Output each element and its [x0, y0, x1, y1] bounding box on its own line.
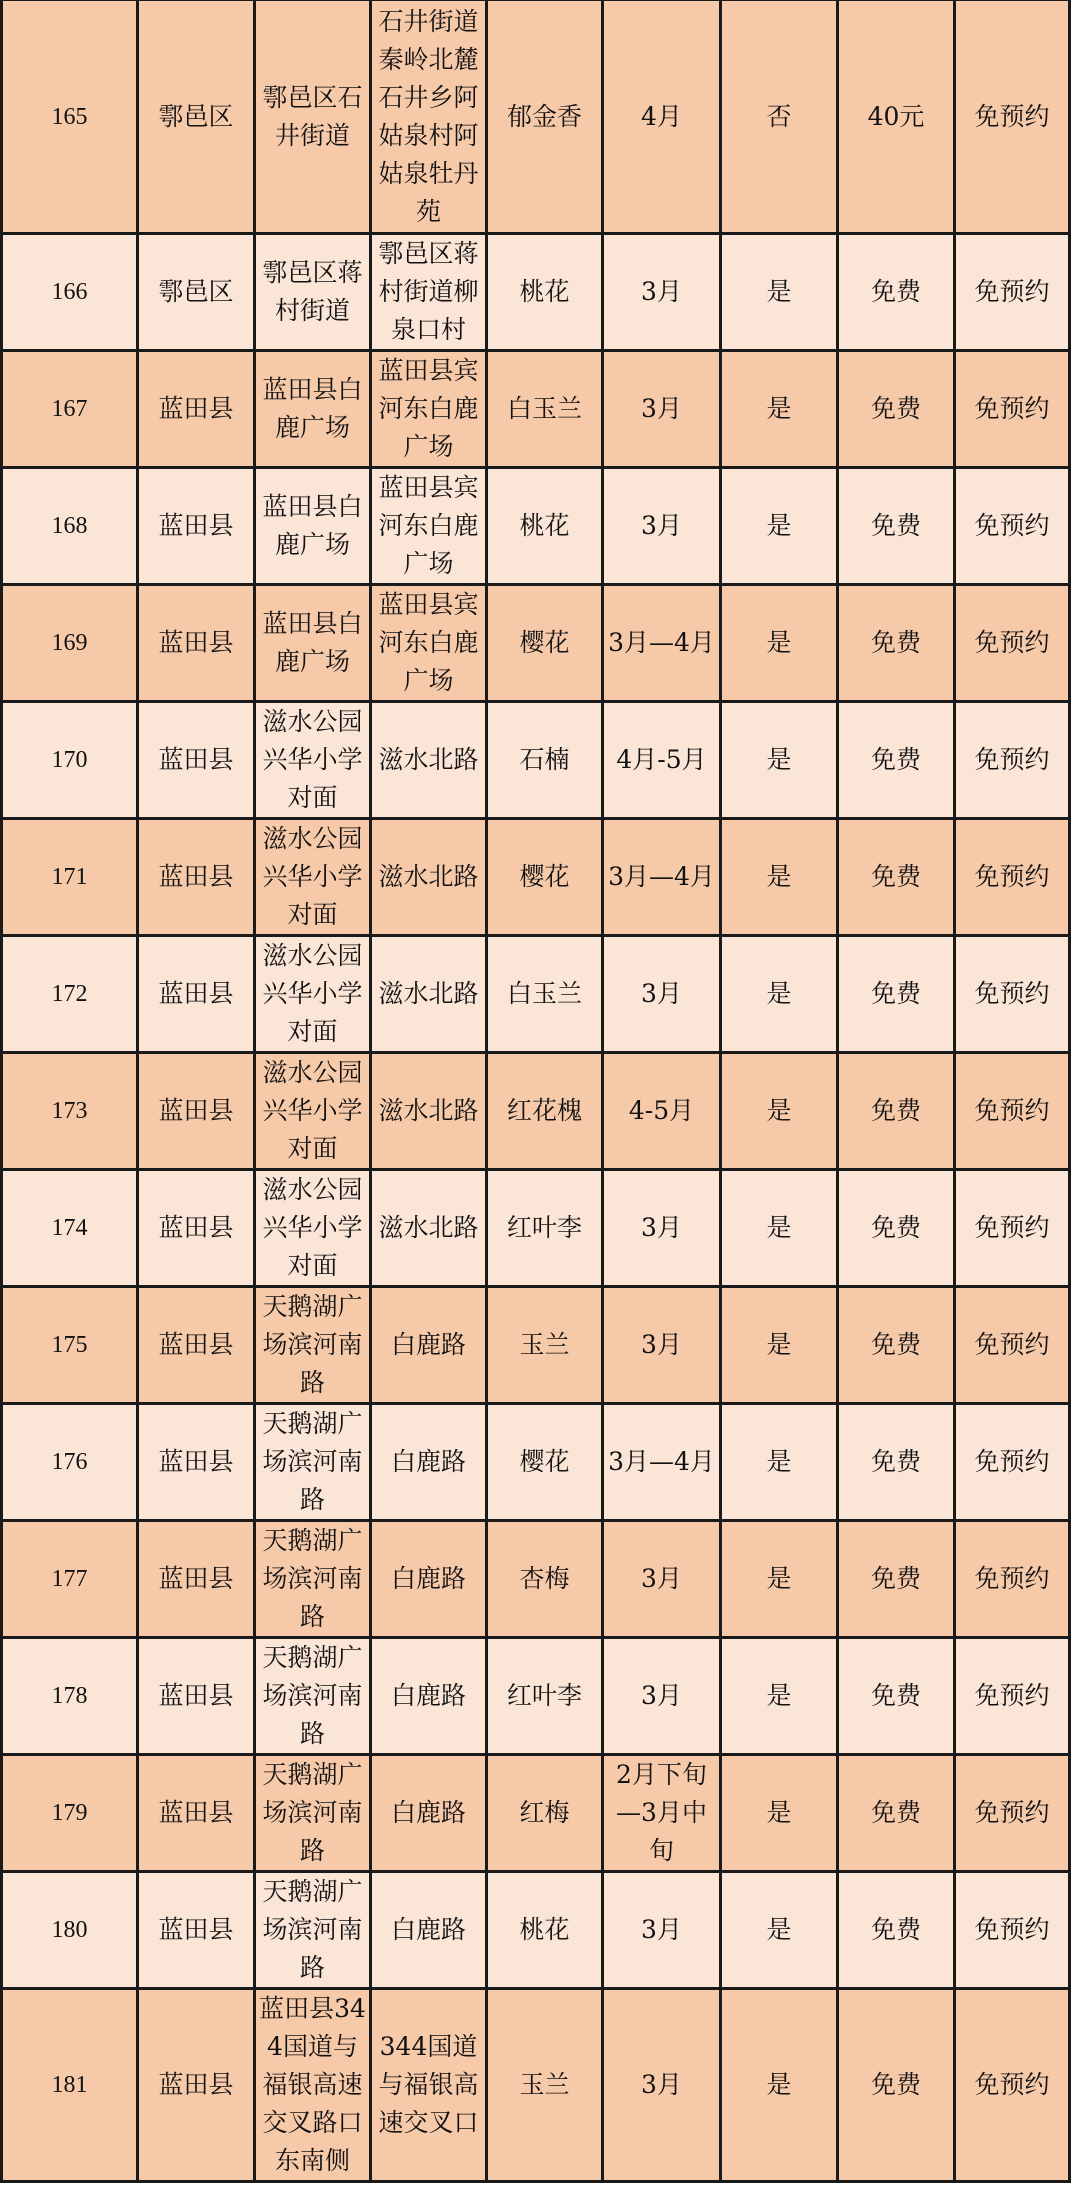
table-row: [2, 0, 1070, 234]
table-row: [2, 1053, 1070, 1170]
free-cell: 是: [721, 1989, 838, 2182]
reservation-cell: 免预约: [955, 585, 1070, 702]
free-cell: 是: [721, 702, 838, 819]
location-cell: 天鹅湖广场滨河南路: [255, 1521, 371, 1638]
bloom-period-cell: 3月—4月: [603, 819, 721, 936]
fee-cell: 免费: [838, 1755, 955, 1872]
bloom-period-cell: 3月: [603, 234, 721, 351]
district-cell: 蓝田县: [138, 936, 255, 1053]
row-number-cell: 166: [2, 234, 138, 351]
bloom-period-cell: 2月下旬—3月中旬: [603, 1755, 721, 1872]
location-cell: 天鹅湖广场滨河南路: [255, 1638, 371, 1755]
flower-cell: 樱花: [487, 819, 603, 936]
bloom-period-cell: 3月: [603, 351, 721, 468]
free-cell: 是: [721, 1170, 838, 1287]
row-number-cell: 172: [2, 936, 138, 1053]
address-cell: 白鹿路: [371, 1521, 487, 1638]
fee-cell: 免费: [838, 1170, 955, 1287]
district-cell: 蓝田县: [138, 585, 255, 702]
bloom-period-cell: 4-5月: [603, 1053, 721, 1170]
location-cell: 蓝田县344国道与福银高速交叉路口东南侧: [255, 1989, 371, 2182]
address-cell: 鄠邑区蒋村街道柳泉口村: [371, 234, 487, 351]
bloom-period-cell: 3月: [603, 1989, 721, 2182]
location-cell: 滋水公园兴华小学对面: [255, 819, 371, 936]
fee-cell: 免费: [838, 1053, 955, 1170]
free-cell: 是: [721, 819, 838, 936]
free-cell: 是: [721, 234, 838, 351]
flower-cell: 红叶李: [487, 1170, 603, 1287]
district-cell: 蓝田县: [138, 468, 255, 585]
table-row: [2, 1872, 1070, 1989]
table-row: [2, 1638, 1070, 1755]
location-cell: 蓝田县白鹿广场: [255, 351, 371, 468]
address-cell: 白鹿路: [371, 1404, 487, 1521]
address-cell: 滋水北路: [371, 702, 487, 819]
fee-cell: 40元: [838, 0, 955, 234]
table-row: [2, 1170, 1070, 1287]
fee-cell: 免费: [838, 468, 955, 585]
district-cell: 蓝田县: [138, 702, 255, 819]
fee-cell: 免费: [838, 1872, 955, 1989]
table-row: [2, 585, 1070, 702]
location-cell: 天鹅湖广场滨河南路: [255, 1287, 371, 1404]
bloom-period-cell: 3月: [603, 1170, 721, 1287]
district-cell: 鄠邑区: [138, 234, 255, 351]
reservation-cell: 免预约: [955, 1287, 1070, 1404]
row-number-cell: 176: [2, 1404, 138, 1521]
flower-cell: 杏梅: [487, 1521, 603, 1638]
address-cell: 白鹿路: [371, 1287, 487, 1404]
flower-cell: 红花槐: [487, 1053, 603, 1170]
address-cell: 白鹿路: [371, 1638, 487, 1755]
fee-cell: 免费: [838, 1404, 955, 1521]
table-row: [2, 468, 1070, 585]
row-number-cell: 168: [2, 468, 138, 585]
row-number-cell: 170: [2, 702, 138, 819]
reservation-cell: 免预约: [955, 1521, 1070, 1638]
address-cell: 滋水北路: [371, 1053, 487, 1170]
district-cell: 鄠邑区: [138, 0, 255, 234]
bloom-period-cell: 3月—4月: [603, 1404, 721, 1521]
location-cell: 蓝田县白鹿广场: [255, 585, 371, 702]
reservation-cell: 免预约: [955, 1404, 1070, 1521]
row-number-cell: 173: [2, 1053, 138, 1170]
reservation-cell: 免预约: [955, 0, 1070, 234]
address-cell: 石井街道秦岭北麓石井乡阿姑泉村阿姑泉牡丹苑: [371, 0, 487, 234]
free-cell: 是: [721, 1521, 838, 1638]
free-cell: 是: [721, 1287, 838, 1404]
reservation-cell: 免预约: [955, 1755, 1070, 1872]
reservation-cell: 免预约: [955, 468, 1070, 585]
table-row: [2, 1287, 1070, 1404]
bloom-period-cell: 3月: [603, 1521, 721, 1638]
reservation-cell: 免预约: [955, 234, 1070, 351]
free-cell: 否: [721, 0, 838, 234]
location-cell: 天鹅湖广场滨河南路: [255, 1404, 371, 1521]
row-number-cell: 181: [2, 1989, 138, 2182]
location-cell: 天鹅湖广场滨河南路: [255, 1872, 371, 1989]
table-row: [2, 1755, 1070, 1872]
fee-cell: 免费: [838, 585, 955, 702]
free-cell: 是: [721, 585, 838, 702]
reservation-cell: 免预约: [955, 702, 1070, 819]
bloom-period-cell: 3月—4月: [603, 585, 721, 702]
table-body: [2, 0, 1070, 2182]
free-cell: 是: [721, 936, 838, 1053]
bloom-period-cell: 3月: [603, 1872, 721, 1989]
address-cell: 白鹿路: [371, 1872, 487, 1989]
reservation-cell: 免预约: [955, 1989, 1070, 2182]
address-cell: 344国道与福银高速交叉口: [371, 1989, 487, 2182]
free-cell: 是: [721, 1404, 838, 1521]
reservation-cell: 免预约: [955, 1053, 1070, 1170]
row-number-cell: 179: [2, 1755, 138, 1872]
fee-cell: 免费: [838, 1521, 955, 1638]
free-cell: 是: [721, 1872, 838, 1989]
row-number-cell: 165: [2, 0, 138, 234]
row-number-cell: 178: [2, 1638, 138, 1755]
row-number-cell: 180: [2, 1872, 138, 1989]
flower-cell: 白玉兰: [487, 351, 603, 468]
bloom-period-cell: 3月: [603, 936, 721, 1053]
reservation-cell: 免预约: [955, 1638, 1070, 1755]
fee-cell: 免费: [838, 936, 955, 1053]
fee-cell: 免费: [838, 1638, 955, 1755]
address-cell: 白鹿路: [371, 1755, 487, 1872]
reservation-cell: 免预约: [955, 936, 1070, 1053]
bloom-period-cell: 3月: [603, 1638, 721, 1755]
district-cell: 蓝田县: [138, 351, 255, 468]
district-cell: 蓝田县: [138, 1287, 255, 1404]
bloom-period-cell: 3月: [603, 1287, 721, 1404]
location-cell: 滋水公园兴华小学对面: [255, 1053, 371, 1170]
row-number-cell: 174: [2, 1170, 138, 1287]
table-row: [2, 1521, 1070, 1638]
location-cell: 天鹅湖广场滨河南路: [255, 1755, 371, 1872]
flower-cell: 桃花: [487, 1872, 603, 1989]
address-cell: 滋水北路: [371, 936, 487, 1053]
fee-cell: 免费: [838, 702, 955, 819]
flower-cell: 红叶李: [487, 1638, 603, 1755]
district-cell: 蓝田县: [138, 1755, 255, 1872]
free-cell: 是: [721, 468, 838, 585]
flower-cell: 玉兰: [487, 1989, 603, 2182]
row-number-cell: 175: [2, 1287, 138, 1404]
free-cell: 是: [721, 1638, 838, 1755]
flower-cell: 玉兰: [487, 1287, 603, 1404]
district-cell: 蓝田县: [138, 819, 255, 936]
fee-cell: 免费: [838, 1287, 955, 1404]
flower-cell: 红梅: [487, 1755, 603, 1872]
flower-cell: 白玉兰: [487, 936, 603, 1053]
location-cell: 滋水公园兴华小学对面: [255, 1170, 371, 1287]
district-cell: 蓝田县: [138, 1404, 255, 1521]
table-row: [2, 1404, 1070, 1521]
fee-cell: 免费: [838, 1989, 955, 2182]
flower-cell: 樱花: [487, 1404, 603, 1521]
table-row: [2, 819, 1070, 936]
free-cell: 是: [721, 1755, 838, 1872]
bloom-period-cell: 3月: [603, 468, 721, 585]
table-row: [2, 1989, 1070, 2182]
address-cell: 蓝田县宾河东白鹿广场: [371, 585, 487, 702]
table-row: [2, 234, 1070, 351]
location-cell: 鄠邑区蒋村街道: [255, 234, 371, 351]
address-cell: 蓝田县宾河东白鹿广场: [371, 351, 487, 468]
flower-cell: 桃花: [487, 234, 603, 351]
row-number-cell: 177: [2, 1521, 138, 1638]
table-row: [2, 936, 1070, 1053]
district-cell: 蓝田县: [138, 1872, 255, 1989]
address-cell: 滋水北路: [371, 819, 487, 936]
flower-cell: 樱花: [487, 585, 603, 702]
district-cell: 蓝田县: [138, 1521, 255, 1638]
address-cell: 滋水北路: [371, 1170, 487, 1287]
district-cell: 蓝田县: [138, 1638, 255, 1755]
table-row: [2, 351, 1070, 468]
reservation-cell: 免预约: [955, 819, 1070, 936]
reservation-cell: 免预约: [955, 1170, 1070, 1287]
location-cell: 蓝田县白鹿广场: [255, 468, 371, 585]
fee-cell: 免费: [838, 819, 955, 936]
location-cell: 滋水公园兴华小学对面: [255, 936, 371, 1053]
row-number-cell: 169: [2, 585, 138, 702]
free-cell: 是: [721, 351, 838, 468]
flower-cell: 郁金香: [487, 0, 603, 234]
row-number-cell: 167: [2, 351, 138, 468]
table-row: [2, 702, 1070, 819]
flower-cell: 石楠: [487, 702, 603, 819]
bloom-period-cell: 4月-5月: [603, 702, 721, 819]
fee-cell: 免费: [838, 234, 955, 351]
free-cell: 是: [721, 1053, 838, 1170]
location-cell: 滋水公园兴华小学对面: [255, 702, 371, 819]
row-number-cell: 171: [2, 819, 138, 936]
address-cell: 蓝田县宾河东白鹿广场: [371, 468, 487, 585]
district-cell: 蓝田县: [138, 1053, 255, 1170]
district-cell: 蓝田县: [138, 1989, 255, 2182]
bloom-period-cell: 4月: [603, 0, 721, 234]
district-cell: 蓝田县: [138, 1170, 255, 1287]
fee-cell: 免费: [838, 351, 955, 468]
location-cell: 鄠邑区石井街道: [255, 0, 371, 234]
flower-cell: 桃花: [487, 468, 603, 585]
reservation-cell: 免预约: [955, 1872, 1070, 1989]
reservation-cell: 免预约: [955, 351, 1070, 468]
